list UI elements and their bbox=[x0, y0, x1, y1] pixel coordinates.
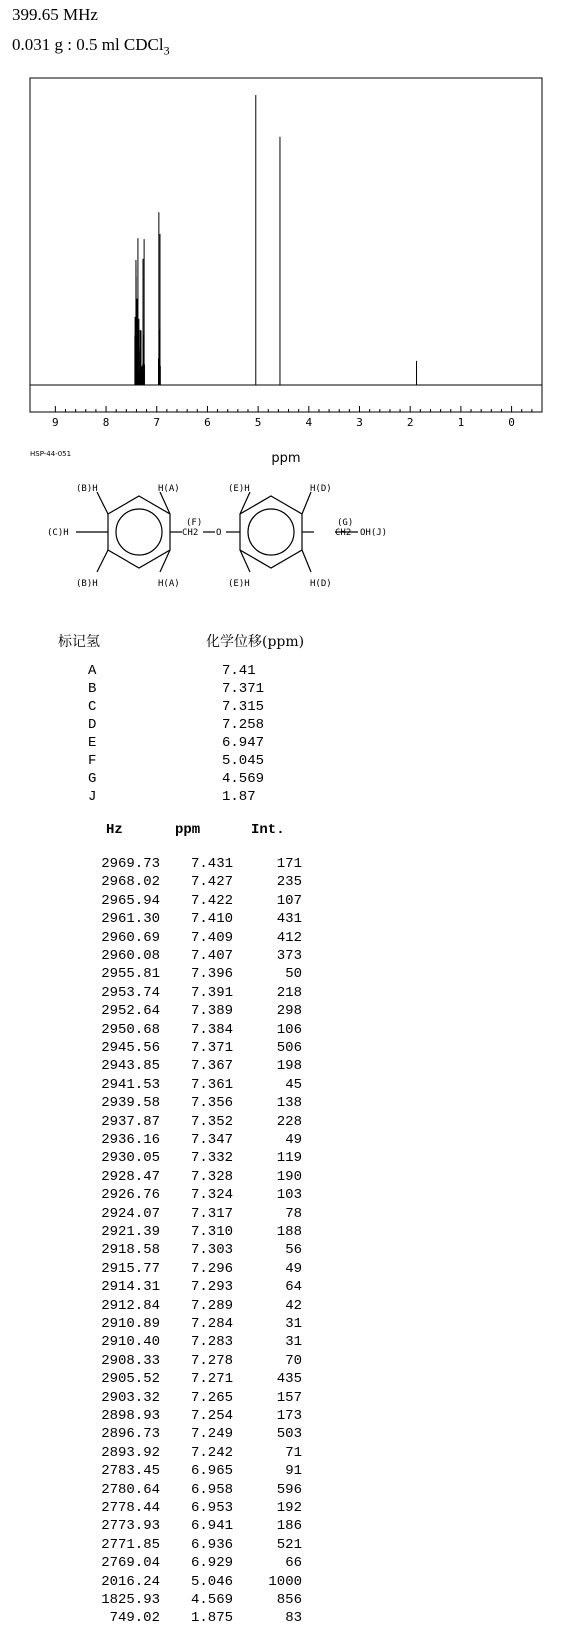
label-ha-top: H(A) bbox=[158, 484, 180, 494]
table-row bbox=[0, 1058, 320, 1076]
table-row bbox=[0, 1169, 320, 1187]
table-row bbox=[0, 1298, 320, 1316]
peak-ppm: 7.271 bbox=[190, 1371, 233, 1388]
x-tick-label: 0 bbox=[508, 416, 515, 429]
peak-ppm: 7.407 bbox=[190, 948, 233, 964]
table-row bbox=[0, 1206, 320, 1224]
table-row bbox=[0, 874, 320, 892]
peak-hz: 2771.85 bbox=[101, 1536, 160, 1553]
peak-hz: 2910.89 bbox=[101, 1316, 160, 1332]
peak-ppm: 7.371 bbox=[190, 1040, 233, 1056]
peak-ppm: 7.422 bbox=[190, 892, 233, 909]
label-bh-top: (B)H bbox=[76, 484, 98, 494]
label-ha-bottom: H(A) bbox=[158, 579, 180, 589]
peak-int: 157 bbox=[276, 1389, 302, 1406]
x-tick-label: 4 bbox=[305, 416, 313, 429]
peak-int: 171 bbox=[276, 856, 302, 872]
peak-ppm: 7.317 bbox=[190, 1205, 233, 1222]
peak-hz: 1825.93 bbox=[101, 1592, 160, 1608]
assignment-label: C bbox=[88, 699, 97, 715]
peak-ppm: 7.296 bbox=[190, 1260, 233, 1277]
x-tick-label: 3 bbox=[356, 416, 363, 429]
peak-ppm: 5.046 bbox=[190, 1573, 233, 1590]
peak-int: 412 bbox=[276, 929, 302, 946]
peak-int: 42 bbox=[285, 1297, 302, 1314]
table-row bbox=[0, 1077, 320, 1095]
table-row bbox=[0, 1242, 320, 1260]
x-axis-ticks bbox=[52, 406, 532, 429]
peak-hz: 2955.81 bbox=[101, 966, 160, 983]
table-row bbox=[0, 1482, 320, 1500]
peak-ppm: 6.929 bbox=[190, 1555, 233, 1572]
x-tick-label: 8 bbox=[102, 416, 110, 429]
table-row bbox=[0, 1574, 320, 1592]
peak-hz: 749.02 bbox=[109, 1610, 160, 1627]
peak-int: 435 bbox=[276, 1371, 302, 1388]
peak-hz: 2778.44 bbox=[101, 1500, 160, 1516]
label-oh: OH(J) bbox=[360, 528, 388, 538]
peak-int: 49 bbox=[285, 1260, 302, 1277]
table-row bbox=[0, 1114, 320, 1132]
assignment-shift: 7.315 bbox=[222, 699, 265, 715]
assignment-header-shift: 化学位移(ppm) bbox=[206, 634, 305, 650]
peak-hz: 2912.84 bbox=[101, 1297, 160, 1314]
assignment-shift: 6.947 bbox=[222, 735, 265, 751]
peak-ppm: 7.431 bbox=[190, 856, 233, 872]
spectrum-code: HSP-44-051 bbox=[30, 450, 72, 458]
peak-int: 173 bbox=[276, 1408, 302, 1424]
spectrometer-frequency: 399.65 MHz bbox=[12, 5, 98, 24]
peak-ppm: 6.936 bbox=[190, 1536, 233, 1553]
peak-ppm: 7.391 bbox=[190, 984, 233, 1001]
label-hd-bottom: H(D) bbox=[310, 579, 332, 589]
peak-int: 70 bbox=[285, 1352, 302, 1369]
peak-hz: 2908.33 bbox=[101, 1352, 160, 1369]
peak-ppm: 7.347 bbox=[190, 1132, 233, 1148]
peak-ppm: 7.389 bbox=[190, 1003, 233, 1020]
peak-ppm: 7.352 bbox=[190, 1113, 233, 1130]
x-tick-label: 6 bbox=[204, 416, 211, 429]
label-oxygen: O bbox=[216, 528, 222, 538]
peak-int: 31 bbox=[285, 1316, 302, 1332]
x-axis-label: ppm bbox=[271, 451, 301, 466]
peak-ppm: 7.283 bbox=[190, 1334, 233, 1351]
peak-ppm: 7.332 bbox=[190, 1150, 233, 1167]
peak-hz: 2914.31 bbox=[101, 1279, 160, 1296]
table-row bbox=[0, 948, 320, 966]
peak-ppm: 7.249 bbox=[190, 1426, 233, 1443]
label-eh-top: (E)H bbox=[228, 484, 250, 494]
peak-hz: 2945.56 bbox=[101, 1040, 160, 1056]
peak-ppm: 7.427 bbox=[190, 874, 233, 891]
peak-ppm: 7.284 bbox=[190, 1316, 233, 1332]
peak-int: 106 bbox=[276, 1021, 302, 1038]
peak-int: 91 bbox=[285, 1463, 302, 1480]
assignment-label: B bbox=[88, 681, 97, 697]
peak-hz: 2950.68 bbox=[101, 1021, 160, 1038]
table-row bbox=[0, 1592, 320, 1610]
peak-hz: 2936.16 bbox=[101, 1132, 160, 1148]
peak-hz: 2939.58 bbox=[101, 1095, 160, 1112]
x-tick-label: 7 bbox=[153, 416, 161, 429]
label-bh-bottom: (B)H bbox=[76, 579, 98, 589]
assignment-label: F bbox=[88, 753, 97, 769]
sample-subscript: 3 bbox=[163, 43, 170, 58]
peak-hz: 2910.40 bbox=[101, 1334, 160, 1351]
peak-int: 198 bbox=[276, 1058, 302, 1075]
nmr-spectrum-chart bbox=[0, 70, 570, 470]
peak-int: 506 bbox=[276, 1040, 302, 1056]
peak-hz: 2921.39 bbox=[101, 1224, 160, 1240]
peak-lines bbox=[135, 95, 417, 385]
assignment-label: G bbox=[88, 771, 97, 787]
peak-ppm: 7.384 bbox=[190, 1021, 233, 1038]
peak-hz: 2903.32 bbox=[101, 1389, 160, 1406]
table-row bbox=[0, 1022, 320, 1040]
peak-ppm: 6.953 bbox=[190, 1500, 233, 1516]
benzene-ring-right bbox=[240, 496, 302, 568]
table-row bbox=[0, 930, 320, 948]
table-row bbox=[0, 1371, 320, 1389]
peak-int: 431 bbox=[276, 911, 302, 928]
peak-hz: 2918.58 bbox=[101, 1242, 160, 1259]
assignment-shift: 7.258 bbox=[222, 717, 265, 733]
table-row bbox=[0, 1187, 320, 1205]
table-row bbox=[0, 1518, 320, 1536]
benzene-ring-left bbox=[108, 496, 170, 568]
x-tick-label: 9 bbox=[52, 416, 59, 429]
bond bbox=[97, 492, 108, 514]
peak-ppm: 7.303 bbox=[190, 1242, 233, 1259]
peak-ppm: 6.958 bbox=[190, 1481, 233, 1498]
peak-ppm: 7.409 bbox=[190, 929, 233, 946]
table-row bbox=[0, 911, 320, 929]
table-row bbox=[0, 1279, 320, 1297]
table-row bbox=[0, 1500, 320, 1518]
peak-ppm: 7.310 bbox=[190, 1224, 233, 1240]
label-ch2-g: CH2 bbox=[335, 528, 352, 538]
peak-hz: 2943.85 bbox=[101, 1058, 160, 1075]
bond bbox=[302, 550, 311, 572]
table-row bbox=[0, 856, 320, 874]
assignment-label: A bbox=[88, 663, 97, 679]
table-row bbox=[0, 1463, 320, 1481]
peak-hz: 2937.87 bbox=[101, 1113, 160, 1130]
assignment-label: E bbox=[88, 735, 97, 751]
peak-ppm: 7.410 bbox=[190, 911, 233, 928]
table-row bbox=[0, 985, 320, 1003]
peak-int: 49 bbox=[285, 1132, 302, 1148]
peak-ppm: 7.242 bbox=[190, 1444, 233, 1461]
peak-hz: 2961.30 bbox=[101, 911, 160, 928]
table-row bbox=[0, 1445, 320, 1463]
sample-main: 0.031 g : 0.5 ml CDCl bbox=[12, 35, 164, 54]
assignment-shift: 4.569 bbox=[222, 771, 265, 787]
peak-int: 1000 bbox=[268, 1573, 302, 1590]
peak-int: 138 bbox=[276, 1095, 302, 1112]
x-tick-label: 5 bbox=[254, 416, 262, 429]
label-hd-top: H(D) bbox=[310, 484, 332, 494]
peak-hz: 2965.94 bbox=[101, 892, 160, 909]
peak-int: 83 bbox=[285, 1610, 302, 1627]
peak-int: 228 bbox=[276, 1113, 302, 1130]
peak-hz: 2893.92 bbox=[101, 1444, 160, 1461]
assignment-shift: 7.41 bbox=[222, 663, 256, 679]
peak-int: 71 bbox=[285, 1444, 302, 1461]
table-row bbox=[0, 1150, 320, 1168]
peak-ppm: 7.254 bbox=[190, 1408, 233, 1424]
assignment-shift: 1.87 bbox=[222, 789, 256, 805]
peak-hz: 2905.52 bbox=[101, 1371, 160, 1388]
table-row bbox=[0, 1040, 320, 1058]
peak-ppm: 6.965 bbox=[190, 1463, 233, 1480]
peak-hz: 2930.05 bbox=[101, 1150, 160, 1167]
peak-int: 192 bbox=[276, 1500, 302, 1516]
peak-hz: 2769.04 bbox=[101, 1555, 160, 1572]
label-f: (F) bbox=[186, 518, 203, 528]
table-row bbox=[0, 1610, 320, 1628]
peak-hz: 2773.93 bbox=[101, 1518, 160, 1535]
peak-int: 503 bbox=[276, 1426, 302, 1443]
peak-int: 64 bbox=[285, 1279, 302, 1296]
peak-int: 78 bbox=[285, 1205, 302, 1222]
sample-description bbox=[12, 35, 170, 58]
table-row bbox=[0, 1555, 320, 1573]
table-row bbox=[0, 1353, 320, 1371]
peak-ppm: 7.289 bbox=[190, 1297, 233, 1314]
peak-ppm: 7.265 bbox=[190, 1389, 233, 1406]
aromatic-circle-right bbox=[248, 509, 294, 555]
peak-ppm: 7.361 bbox=[190, 1076, 233, 1093]
peak-hz: 2953.74 bbox=[101, 984, 160, 1001]
peak-int: 66 bbox=[285, 1555, 302, 1572]
peak-ppm: 7.356 bbox=[190, 1095, 233, 1112]
peak-ppm: 4.569 bbox=[190, 1592, 233, 1608]
peak-hz: 2016.24 bbox=[101, 1573, 160, 1590]
x-tick-label: 1 bbox=[457, 416, 465, 429]
peak-hz: 2928.47 bbox=[101, 1168, 160, 1185]
table-row bbox=[0, 893, 320, 911]
peak-int: 190 bbox=[276, 1168, 302, 1185]
peak-int: 373 bbox=[276, 948, 302, 964]
table-row bbox=[0, 1224, 320, 1242]
table-row bbox=[0, 1003, 320, 1021]
peak-int: 50 bbox=[285, 966, 302, 983]
peak-int: 45 bbox=[285, 1076, 302, 1093]
label-ch: (C)H bbox=[47, 528, 69, 538]
peak-int: 56 bbox=[285, 1242, 302, 1259]
peak-header-int: Int. bbox=[251, 822, 285, 838]
peak-hz: 2915.77 bbox=[101, 1260, 160, 1277]
peak-hz: 2941.53 bbox=[101, 1076, 160, 1093]
peak-header-ppm: ppm bbox=[175, 822, 201, 838]
table-row bbox=[0, 966, 320, 984]
bond bbox=[302, 492, 311, 514]
plot-frame bbox=[30, 78, 542, 412]
peak-ppm: 7.324 bbox=[190, 1187, 233, 1204]
peak-int: 218 bbox=[276, 984, 302, 1001]
peak-hz: 2960.69 bbox=[101, 929, 160, 946]
peak-int: 186 bbox=[276, 1518, 302, 1535]
peak-ppm: 7.328 bbox=[190, 1168, 233, 1185]
peak-header-hz: Hz bbox=[106, 822, 123, 838]
table-row bbox=[0, 1095, 320, 1113]
peak-int: 521 bbox=[276, 1536, 302, 1553]
table-row bbox=[0, 1537, 320, 1555]
peak-hz: 2780.64 bbox=[101, 1481, 160, 1498]
peak-ppm: 7.278 bbox=[190, 1352, 233, 1369]
peak-ppm: 6.941 bbox=[190, 1518, 233, 1535]
table-row bbox=[0, 1132, 320, 1150]
peak-hz: 2924.07 bbox=[101, 1205, 160, 1222]
peak-hz: 2952.64 bbox=[101, 1003, 160, 1020]
peak-int: 856 bbox=[276, 1592, 302, 1608]
peak-hz: 2898.93 bbox=[101, 1408, 160, 1424]
peak-int: 119 bbox=[276, 1150, 302, 1167]
peak-int: 188 bbox=[276, 1224, 302, 1240]
molecular-structure bbox=[0, 482, 570, 612]
peak-hz: 2960.08 bbox=[101, 948, 160, 964]
assignment-shift: 7.371 bbox=[222, 681, 265, 697]
peak-int: 107 bbox=[276, 892, 302, 909]
assignment-label: D bbox=[88, 717, 97, 733]
peak-hz: 2969.73 bbox=[101, 856, 160, 872]
x-tick-label: 2 bbox=[406, 416, 414, 429]
table-row bbox=[0, 1334, 320, 1352]
table-row bbox=[0, 1316, 320, 1334]
assignment-label: J bbox=[88, 789, 97, 805]
table-row bbox=[0, 1261, 320, 1279]
peak-ppm: 7.367 bbox=[190, 1058, 233, 1075]
peak-ppm: 1.875 bbox=[190, 1610, 233, 1627]
peak-ppm: 7.293 bbox=[190, 1279, 233, 1296]
table-row bbox=[0, 1408, 320, 1426]
peak-int: 235 bbox=[276, 874, 302, 891]
label-g: (G) bbox=[337, 518, 354, 528]
peak-hz: 2968.02 bbox=[101, 874, 160, 891]
peak-hz: 2783.45 bbox=[101, 1463, 160, 1480]
assignment-header-label: 标记氢 bbox=[58, 634, 100, 650]
label-eh-bottom: (E)H bbox=[228, 579, 250, 589]
peak-hz: 2926.76 bbox=[101, 1187, 160, 1204]
aromatic-circle-left bbox=[116, 509, 162, 555]
assignment-shift: 5.045 bbox=[222, 753, 265, 769]
peak-hz: 2896.73 bbox=[101, 1426, 160, 1443]
label-ch2-f: CH2 bbox=[182, 528, 199, 538]
peak-int: 298 bbox=[276, 1003, 302, 1020]
peak-ppm: 7.396 bbox=[190, 966, 233, 983]
peak-int: 596 bbox=[276, 1481, 302, 1498]
table-row bbox=[0, 1390, 320, 1408]
peak-int: 31 bbox=[285, 1334, 302, 1351]
bond bbox=[97, 550, 108, 572]
peak-int: 103 bbox=[276, 1187, 302, 1204]
table-row bbox=[0, 1426, 320, 1444]
